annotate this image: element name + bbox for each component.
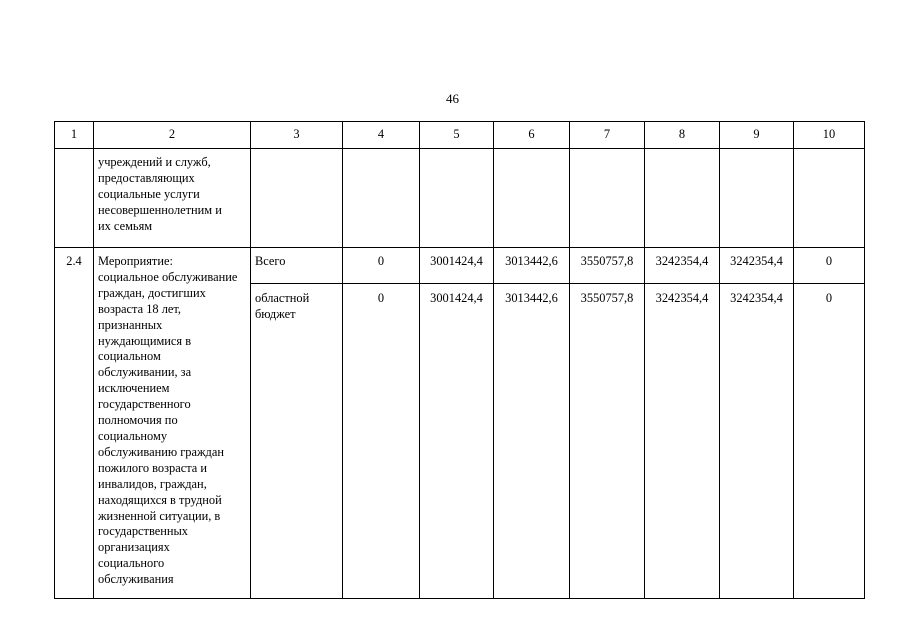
funding-source-cell: [251, 248, 343, 284]
table-row: [55, 149, 865, 248]
value-cell: 0: [794, 284, 865, 599]
table-header-row: [55, 122, 865, 149]
table-cell: [494, 149, 570, 248]
table-row: [55, 248, 865, 284]
value-cell: 3550757,8: [570, 284, 645, 599]
value-cell: 0: [343, 248, 420, 284]
table-cell: [343, 149, 420, 248]
value-cell: 3242354,4: [645, 248, 720, 284]
value-cell: 3550757,8: [570, 248, 645, 284]
table-cell: [794, 149, 865, 248]
value-cell: 3242354,4: [720, 284, 794, 599]
description-cell: [94, 149, 251, 248]
value-cell: 3242354,4: [720, 248, 794, 284]
column-header: 9: [720, 122, 794, 149]
column-header: 1: [55, 122, 94, 149]
column-header: 7: [570, 122, 645, 149]
table-cell: [645, 149, 720, 248]
funding-source: Всего: [255, 254, 286, 268]
value-cell: 3001424,4: [420, 284, 494, 599]
value-cell: 3013442,6: [494, 284, 570, 599]
column-header: 5: [420, 122, 494, 149]
description-cell: [94, 248, 251, 599]
funding-source-cell: [251, 284, 343, 599]
column-header: 6: [494, 122, 570, 149]
table-cell: [570, 149, 645, 248]
value-cell: 0: [343, 284, 420, 599]
continuation-description: учреждений и служб, предоставляющих социальные услуги несовершеннолетним и их семьям: [98, 155, 222, 233]
column-header: 10: [794, 122, 865, 149]
column-header: 3: [251, 122, 343, 149]
measure-number-cell: [55, 248, 94, 599]
page-number: 46: [446, 91, 459, 106]
budget-table: [54, 121, 865, 599]
table-cell: [720, 149, 794, 248]
measure-number: 2.4: [66, 254, 82, 268]
value-cell: 0: [794, 248, 865, 284]
column-header: 2: [94, 122, 251, 149]
table-cell: [55, 149, 94, 248]
column-header: 4: [343, 122, 420, 149]
value-cell: 3242354,4: [645, 284, 720, 599]
value-cell: 3013442,6: [494, 248, 570, 284]
funding-source: областной бюджет: [255, 291, 310, 321]
measure-description: Мероприятие: социальное обслуживание граждан, достигших возраста 18 лет, признанных нуждающимися в социальном обслуживании, за исключением государственного полномочия по социальному обслуживанию граждан пожилого возраста и инвалидов, граждан, находящихся в трудной жизненной ситуации, в государственных организациях социального обслуживания: [98, 254, 238, 587]
table-cell: [251, 149, 343, 248]
value-cell: 3001424,4: [420, 248, 494, 284]
table-cell: [420, 149, 494, 248]
column-header: 8: [645, 122, 720, 149]
